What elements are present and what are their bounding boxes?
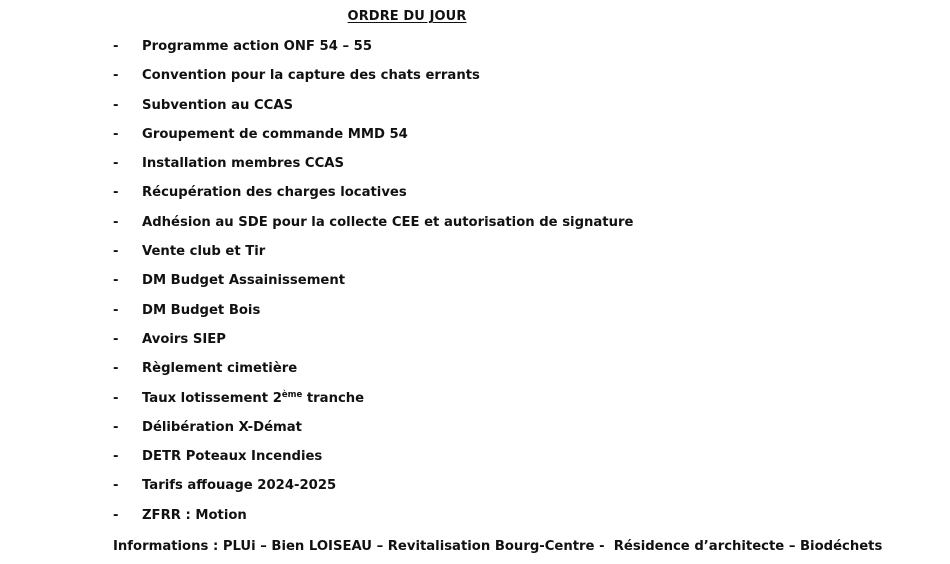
page-title: ORDRE DU JOUR — [347, 9, 467, 24]
list-item — [113, 331, 633, 360]
list-item — [113, 448, 633, 477]
agenda-item-text: Avoirs SIEP — [142, 331, 226, 347]
taux-text-after: tranche — [302, 390, 365, 406]
agenda-list — [113, 38, 633, 536]
bullet-dash: - — [113, 214, 119, 230]
agenda-item-text: Délibération X-Démat — [142, 419, 302, 435]
bullet-dash: - — [113, 97, 119, 113]
list-item — [113, 67, 633, 96]
superscript-ordinal: ème — [281, 389, 303, 400]
taux-text-before: Taux lotissement 2 — [142, 390, 282, 406]
bullet-dash: - — [113, 302, 119, 318]
list-item — [113, 126, 633, 155]
list-item — [113, 38, 633, 67]
list-item — [113, 272, 633, 301]
agenda-item-text: Installation membres CCAS — [142, 156, 344, 172]
list-item — [113, 97, 633, 126]
list-item — [113, 360, 633, 389]
agenda-item-text: ZFRR : Motion — [142, 507, 247, 523]
list-item — [113, 155, 633, 184]
agenda-item-text: DM Budget Assainissement — [142, 273, 346, 289]
agenda-item-text: Règlement cimetière — [142, 361, 298, 377]
bullet-dash: - — [113, 39, 119, 54]
bullet-dash: - — [113, 244, 119, 260]
list-item — [113, 214, 633, 243]
bullet-dash: - — [113, 68, 119, 84]
bullet-dash: - — [113, 449, 119, 465]
agenda-item-text: Groupement de commande MMD 54 — [142, 126, 408, 142]
agenda-item-text: DETR Poteaux Incendies — [142, 449, 323, 465]
list-item — [113, 184, 633, 213]
list-item — [113, 507, 633, 536]
agenda-item-text: Convention pour la capture des chats errants — [142, 68, 480, 84]
agenda-item-text: DM Budget Bois — [142, 302, 261, 318]
list-item — [113, 390, 633, 419]
bullet-dash: - — [113, 361, 119, 377]
bullet-dash: - — [113, 507, 119, 523]
bullet-dash: - — [113, 331, 119, 347]
agenda-item-text: Subvention au CCAS — [142, 97, 294, 113]
list-item — [113, 243, 633, 272]
agenda-item-text: Tarifs affouage 2024-2025 — [142, 478, 337, 494]
bullet-dash: - — [113, 185, 119, 201]
bullet-dash: - — [113, 390, 119, 406]
bullet-dash: - — [113, 156, 119, 172]
bullet-dash: - — [113, 478, 119, 494]
informations-line: Informations : PLUi – Bien LOISEAU – Revitalisation Bourg-Centre - Résidence d’architecte – Biodéchets — [113, 539, 883, 554]
agenda-item-text: Vente club et Tir — [142, 244, 266, 260]
bullet-dash: - — [113, 126, 119, 142]
list-item — [113, 302, 633, 331]
agenda-item-text: Programme action ONF 54 – 55 — [142, 39, 372, 54]
bullet-dash: - — [113, 419, 119, 435]
list-item — [113, 477, 633, 506]
bullet-dash: - — [113, 273, 119, 289]
list-item — [113, 419, 633, 448]
agenda-item-text — [142, 390, 364, 408]
agenda-item-text: Adhésion au SDE pour la collecte CEE et autorisation de signature — [142, 214, 634, 230]
agenda-item-text: Récupération des charges locatives — [142, 185, 407, 201]
